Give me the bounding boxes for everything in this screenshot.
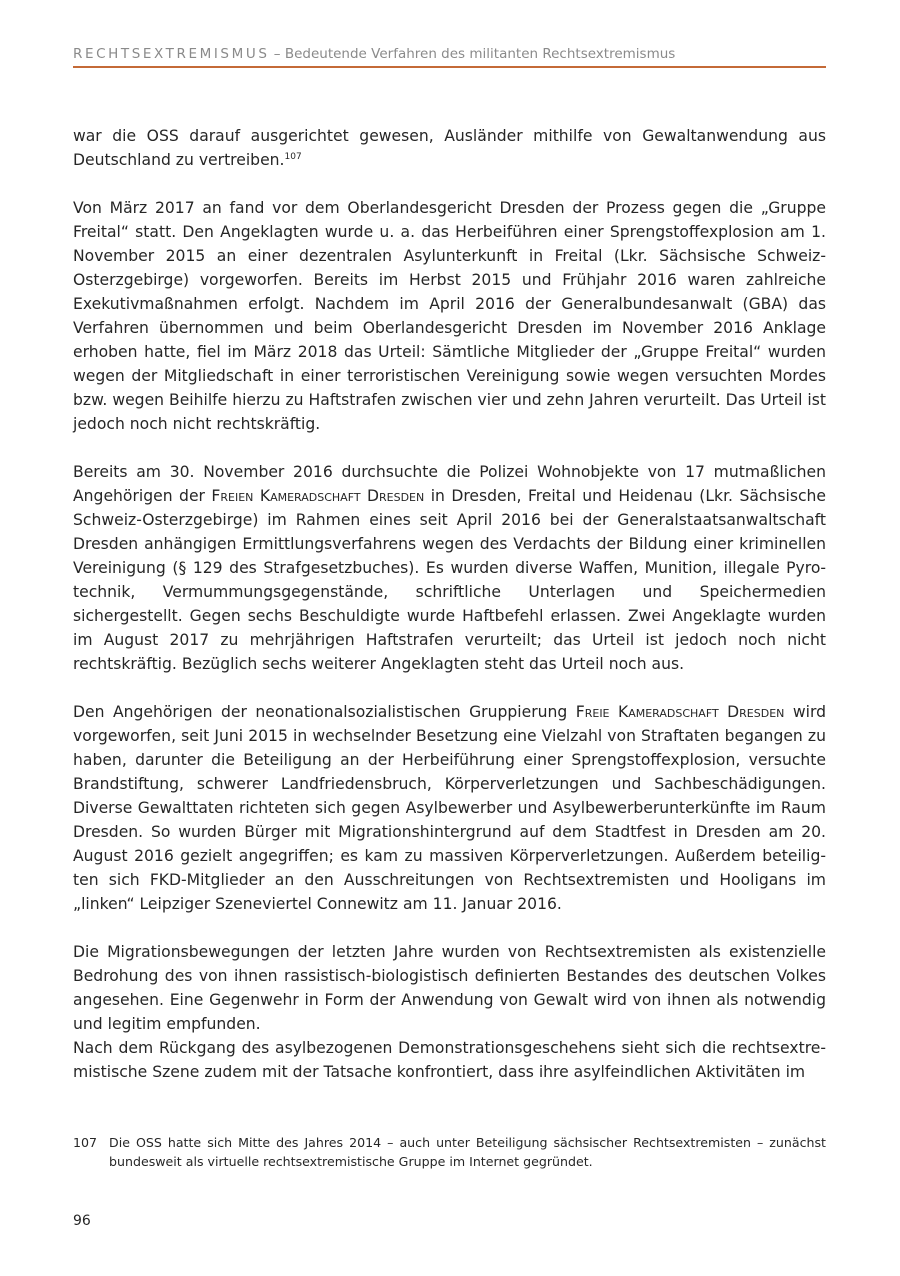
paragraph-4-after: wird vorgeworfen, seit Juni 2015 in wechselnder Besetzung eine Vielzahl von Straftaten begangen zu haben, darunter die Beteiligung an der Herbeiführung einer Sprengstoffexplosion, versuchte Brandstiftung, schwerer Landfriedensbruch, Körperverletzungen und Sachbeschädigungen. Diverse Gewalttaten richteten sich gegen Asylbewerber und Asylbewerberunterkünfte im Raum Dresden. So wurden Bürger mit Migrationshintergrund auf dem Stadtfest in Dresden am 20. August 2016 gezielt angegriffen; es kam zu massiven Körperverletzungen. Außerdem beteiligten sich FKD-Mitglieder an den Ausschreitungen von Rechtsextremisten und Hooligans im „linken“ Leipziger Szeneviertel Connewitz am 11. Januar 2016. xyxy=(73,703,826,913)
paragraph-6: Nach dem Rückgang des asylbezogenen Demonstrationsgeschehens sieht sich die rechtsextremistische Szene zudem mit der Tatsache konfrontiert, dass ihre asylfeindlichen Aktivitäten im xyxy=(73,1039,826,1081)
paragraph-3-before: Bereits am 30. November 2016 durchsuchte die Polizei Wohnobjekte von 17 mutmaßlichen Angehörigen der xyxy=(73,463,826,505)
header-rule xyxy=(73,66,826,68)
footnote xyxy=(73,1133,826,1171)
paragraph-5: Die Migrationsbewegungen der letzten Jahre wurden von Rechtsextremisten als existenzielle Bedrohung des von ihnen rassistisch-biologistisch definierten Bestandes des deutschen Volkes angesehen. Eine Gegenwehr in Form der Anwendung von Gewalt wird von ihnen als notwendig und legitim empfunden. xyxy=(73,943,826,1033)
organisation-name: Freie Kameradschaft Dresden xyxy=(575,703,785,721)
footnote-text: Die OSS hatte sich Mitte des Jahres 2014 – auch unter Beteiligung sächsischer Rechtsextremisten – zunächst bundesweit als virtuelle rechtsextremistische Gruppe im Internet gegründet. xyxy=(109,1135,826,1169)
footnote-ref[interactable]: 107 xyxy=(284,152,302,162)
paragraph-1-text: war die OSS darauf ausgerichtet gewesen, Ausländer mithilfe von Gewaltanwendung aus Deutschland zu vertreiben. xyxy=(73,127,826,169)
organisation-name: Freien Kameradschaft Dresden xyxy=(211,487,425,505)
paragraph-3-after: in Dresden, Freital und Heidenau (Lkr. Sächsische Schweiz-Osterzgebirge) im Rahmen eines seit April 2016 bei der Generalstaatsanwaltschaft Dresden anhängigen Ermittlungsverfahrens wegen des Verdachts der Bildung einer kriminellen Vereinigung (§ 129 des Strafgesetzbuches). Es wurden diverse Waffen, Munition, illegale Pyrotechnik, Vermummungsgegenstände, schriftliche Unterlagen und Speichermedien sichergestellt. Gegen sechs Beschuldigte wurde Haftbefehl erlassen. Zwei Angeklagte wurden im August 2017 zu mehrjährigen Haftstrafen verurteilt; das Urteil ist jedoch noch nicht rechtskräftig. Bezüglich sechs weiterer Angeklagten steht das Urteil noch aus. xyxy=(73,487,826,673)
header-section: RECHTSEXTREMISMUS xyxy=(73,46,270,62)
footnote-number: 107 xyxy=(73,1135,98,1150)
page-number: 96 xyxy=(73,1213,91,1229)
paragraph-4 xyxy=(73,700,826,916)
paragraph-3 xyxy=(73,460,826,676)
paragraph-4-before: Den Angehörigen der neonationalsozialistischen Gruppierung xyxy=(73,703,576,721)
running-header xyxy=(73,46,826,62)
main-text xyxy=(73,124,826,1108)
paragraph-1 xyxy=(73,124,826,172)
paragraph-2: Von März 2017 an fand vor dem Oberlandesgericht Dresden der Prozess gegen die „Gruppe Freital“ statt. Den Angeklagten wurde u. a. das Herbeiführen einer Sprengstoffexplosion am 1. November 2015 an einer dezentralen Asylunterkunft in Freital (Lkr. Sächsische Schweiz-Osterzgebirge) vorgeworfen. Bereits im Herbst 2015 und Frühjahr 2016 waren zahlreiche Exekutivmaßnahmen erfolgt. Nachdem im April 2016 der Generalbundesanwalt (GBA) das Verfahren übernommen und beim Oberlandesgericht Dresden im November 2016 Anklage erhoben hatte, fiel im März 2018 das Urteil: Sämtliche Mitglieder der „Gruppe Freital“ wurden wegen der Mitgliedschaft in einer terroristischen Vereinigung sowie wegen versuchten Mordes bzw. wegen Beihilfe hierzu zu Haftstrafen zwischen vier und zehn Jahren verurteilt. Das Urteil ist jedoch noch nicht rechtskräftig. xyxy=(73,199,826,433)
header-subtitle: – Bedeutende Verfahren des militanten Rechtsextremismus xyxy=(269,46,676,62)
